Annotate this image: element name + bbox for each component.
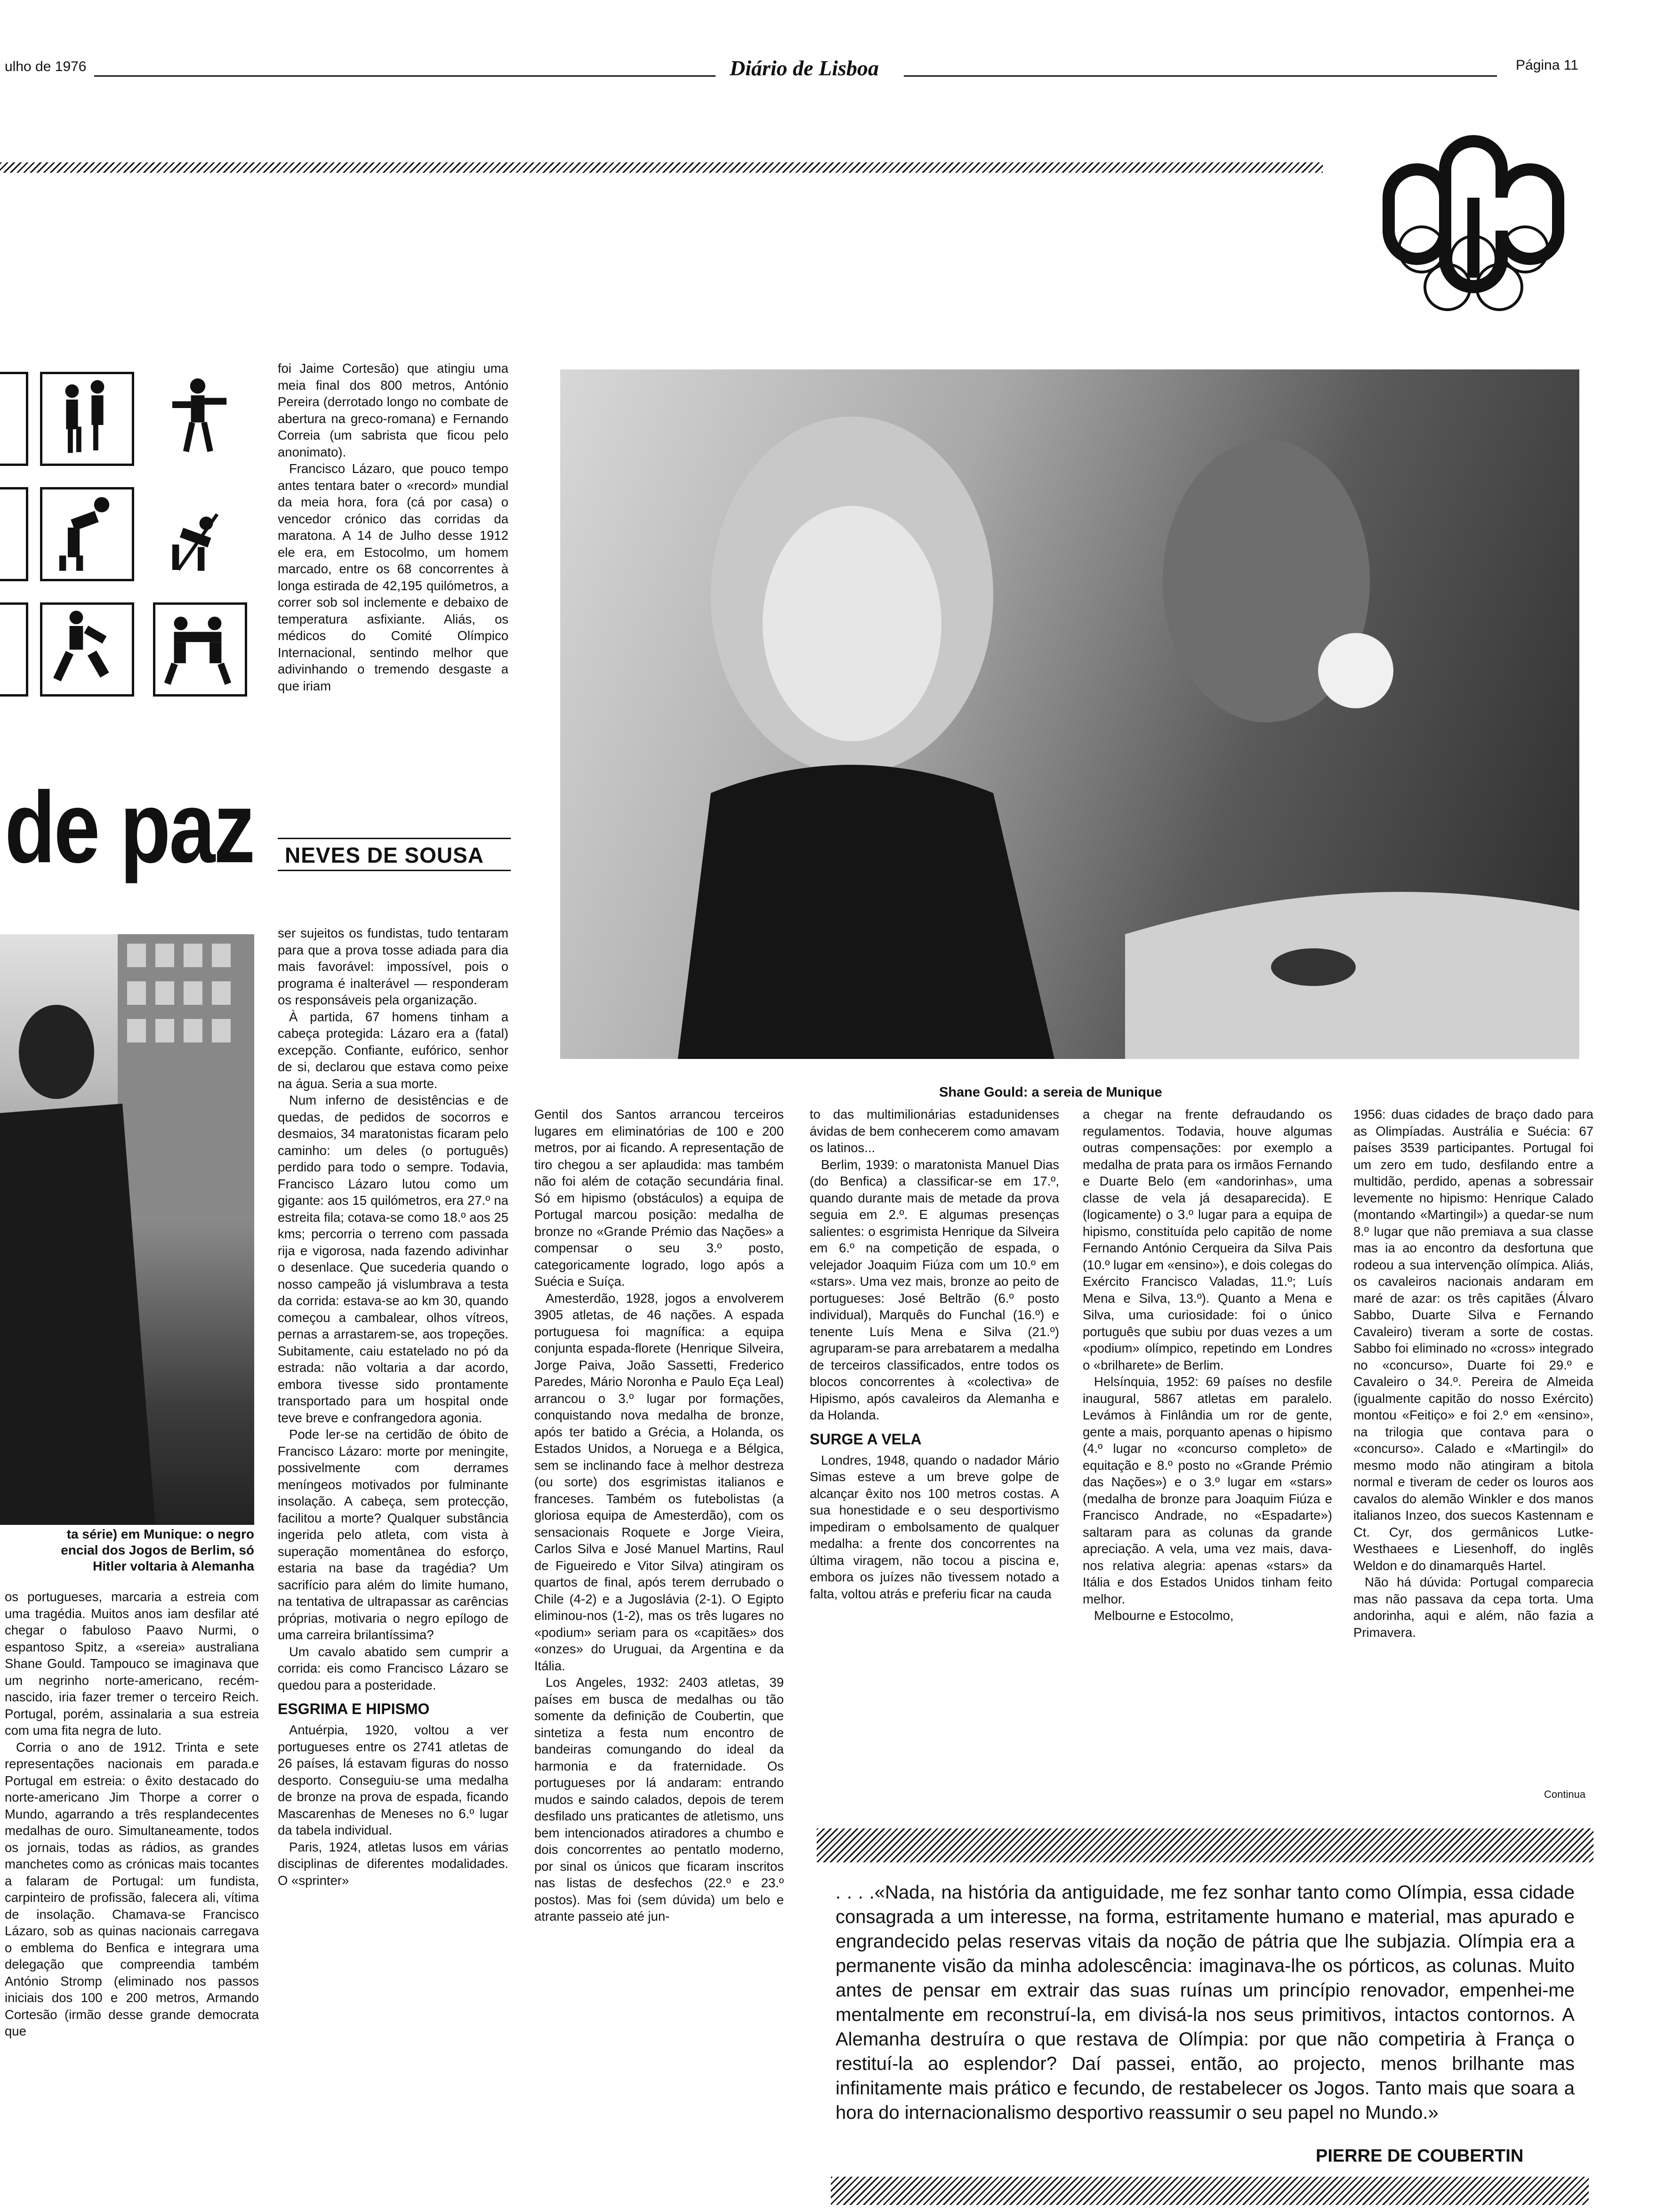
volleyball-pictogram-icon (40, 487, 134, 581)
caption-line: encial dos Jogos de Berlim, só (61, 1543, 254, 1557)
article-column (278, 925, 508, 2205)
header-rule-left (94, 75, 716, 77)
quote-hatch-top (817, 1828, 1593, 1862)
main-photo-caption: Shane Gould: a sereia de Munique (939, 1085, 1162, 1100)
paragraph: to das multimilionárias estadunidenses ávidas de bem conhecerem como amavam os latinos... (810, 1107, 1059, 1155)
article-column (534, 1106, 784, 2205)
coubertin-quote: . . . .«Nada, na história da antiguidade, me fez sonhar tanto como Olímpia, essa cidade consagrada a um interesse, na forma, estritamente humano e material, mas apurado e engrandecido pelas reservas vitais da noção de pátria que lhe subjazia. Olímpia era a permanente visão da minha adolescência: imaginava-lhe os pórticos, as colunas. Muito antes de pensar em extrair das suas ruínas um princípio renovador, empenhei-me mentalmente em reconstruí-la, em divisá-la nos seus primitivos, intactos contornos. A Alemanha destruíra o que restava de Olímpia: por que não competiria à França o restituí-la ao esplendor? Daí passei, então, ao projecto, menos brilhante mas infinitamente mais prático e fecundo, de restabelecer os Jogos. Tanto mais que soara a hora do internacionalismo desportivo reassumir o seu papel no Mundo.» (836, 1882, 1575, 2123)
quote-author: PIERRE DE COUBERTIN (1316, 2146, 1524, 2166)
partial-pictogram-icon (0, 602, 28, 697)
left-photo-caption (5, 1526, 254, 1574)
partial-pictogram-icon (0, 372, 28, 466)
caption-line: ta série) em Munique: o negro (66, 1527, 254, 1541)
subheading: SURGE A VELA (810, 1430, 922, 1448)
basketball-pictogram-icon (40, 372, 134, 466)
boxing-pictogram-icon (153, 372, 247, 466)
paragraph: Antuérpia, 1920, voltou a ver portugueses entre os 2741 atletas de 26 países, lá estavam figuras do nosso desporto. Conseguiu-se uma medalha de bronze na prova de espada, ficando Mascarenhas de Meneses no 6.º lugar da tabela individual. (278, 1723, 508, 1837)
paper-name: Diário de Lisboa (730, 56, 879, 80)
article-column (1083, 1106, 1332, 1800)
subheading: ESGRIMA E HIPISMO (278, 1700, 430, 1717)
partial-pictogram-icon (0, 487, 28, 581)
caption-line: Hitler voltaria à Alemanha (93, 1559, 254, 1573)
paragraph: Helsínquia, 1952: 69 países no desfile inaugural, 5867 atletas em paralelo. Levámos à Finlândia um ror de gente, gente a mais, porquanto apenas o hipismo (4.º lugar no «concurso completo» de equitação e 8.º posto no «Grande Prémio das Nações») e o 3.º lugar em «stars» (medalha de bronze para Joaquim Fiúza e Francisco Andrade, no «Espadarte») saltaram para as colunas da grande apreciação. A vela, uma vez mais, dava-nos relativa alegria: apenas «stars» da Itália e dos Estados Unidos tinham feito melhor. (1083, 1374, 1332, 1606)
paragraph: foi Jaime Cortesão) que atingiu uma meia final dos 800 metros, António Pereira (derrotado longo no combate de abertura na greco-romana) e Fernando Correia (um sabrista que ficou pelo anonimato). (278, 361, 508, 459)
byline-rule-bottom (278, 870, 511, 871)
paragraph: Amesterdão, 1928, jogos a envolverem 3905 atletas, de 46 nações. A espada portuguesa foi magnífica: a equipa conjunta espada-florete (Henrique Silveira, Jorge Paiva, João Sassetti, Frederico Paredes, Mário Noronha e Paulo Eça Leal) arrancou o 3.º lugar por formações, conquistando nova medalha de bronze, após ter batido a Grécia, a Holanda, os Estados Unidos, a Noruega e a Bélgica, sem se inclinando face à melhor destreza (ou sorte) dos esgrimistas italianos e franceses. Também os futebolistas (a gloriosa equipa de Amesterdão), com os sensacionais Roquete e Jorge Vieira, Carlos Silva e José Manuel Martins, Raul de Figueiredo e Vitor Silva) atingiram os quartos de final, após terem derrubado o Chile (4-2) e a Jugoslávia (2-1). O Egipto eliminou-nos (1-2), mas os três lugares no «podium» seriam para os «capitães» dos «onzes» do Uruguai, da Argentina e da Itália. (534, 1290, 784, 1673)
left-photo (0, 934, 254, 1525)
wrestling-pictogram-icon (153, 602, 247, 697)
byline-rule (278, 838, 511, 839)
article-column (810, 1106, 1059, 1800)
paragraph: Num inferno de desistências e de quedas, de pedidos de socorros e desmaios, 34 maratonistas ficaram pelo caminho: um deles (o português) perdido para todo o sempre. Todavia, Francisco Lázaro lutou como um gigante: aos 15 quilómetros, era 27.º na estreita fila; cotava-se como 18.º aos 25 kms; percorria o terreno com passada rija e vigorosa, nada fazendo adivinhar o desenlace. Que sucederia quando o nosso campeão já vislumbrava a testa da corrida: estava-se ao km 30, quando começou a cambalear, olhos vítreos, pernas a arrastarem-se, aos tropeções. Subitamente, caiu estatelado no pó da estrada: não voltaria a dar acordo, embora tivesse sido prontamente transportado para um hospital onde teve breve e confrangedora agonia. (278, 1093, 508, 1425)
paragraph: Corria o ano de 1912. Trinta e sete representações nacionais em parada.e Portugal em estreia: o êxito destacado do norte-americano Jim Thorpe a correr o Mundo, agarrando a três resplandecentes medalhas de ouro. Simultaneamente, todos os jornais, todas as rádios, as grandes manchetes como as crónicas mais tocantes a falaram de Portugal: um fundista, carpinteiro de profissão, falecera ali, vítima de insolação. Chamava-se Francisco Lázaro, sob as quinas nacionais carregava o emblema do Benfica e integrara uma delegação que compreendia também António Stromp (eliminado nos passos iniciais dos 100 e 200 metros, Armando Cortesão (irmão desse grande democrata que (5, 1739, 259, 2038)
page-number: Página 11 (1516, 57, 1578, 73)
paragraph: 1956: duas cidades de braço dado para as Olimpíadas. Austrália e Suécia: 67 países 3539 participantes. Portugal foi um zero em tudo, desfilando entre a multidão, perdido, apenas a sobressair levemente no hipismo: Henrique Calado (montando «Martingil») a quedar-se num 8.º lugar que não premiava a sua classe mas ia ao encontro da desfortuna que rodeou a sua intervenção olímpica. Aliás, os cavaleiros nacionais andaram em maré de azar: os três capitães (Álvaro Sabbo, Duarte Silva e Fernando Cavaleiro) tiveram a sorte de costas. Sabbo foi eliminado no «cross» integrado no «concurso», Duarte foi 29.º e Cavaleiro o 34.º. Pereira de Almeida (igualmente capitão do nosso Exército) montou «Feitiço» e foi 2.º em «ensino», na trilogia que contava para o «concurso». Calado e «Martingil» do mesmo modo não atingiram a bitola normal e tiveram de ceder os louros aos cavalos do alemão Winkler e dos manos italianos Inzeo, dos suecos Kastennam e Ct. Cyr, dos germânicos Lutke-Westhaees e Liesenhoff, do inglês Weldon e do dinamarquês Hartel. (1353, 1107, 1593, 1573)
top-hatch-band (0, 162, 1323, 173)
paragraph: ser sujeitos os fundistas, tudo tentaram para que a prova tosse adiada para dia mais favorável: impossível, pois o programa é inalterável — responderam os responsáveis pela organização. (278, 926, 508, 1007)
paragraph: À partida, 67 homens tinham a cabeça protegida: Lázaro era a (fatal) excepção. Confiante, eufórico, senhor de si, declarou que estava como peixe na água. Seria a sua morte. (278, 1009, 508, 1091)
paragraph: Melbourne e Estocolmo, (1094, 1608, 1234, 1623)
article-column (5, 1588, 259, 2205)
paragraph: Pode ler-se na certidão de óbito de Francisco Lázaro: morte por meningite, possivelmente com derrames meníngeos motivados por fulminante insolação. A cabeça, sem protecção, facilitou a morte? Qualquer substância ingerida pelo atleta, com vista à superação momentânea do esforço, estaria na base da tragédia? Um sacrifício para além do limite humano, na tentativa de ultrapassar as carências próprias, motivaria o negro epílogo de uma carreira brilantíssima? (278, 1427, 508, 1642)
paragraph: Não há dúvida: Portugal comparecia mas não passava da cepa torta. Uma andorinha, aqui e além, não fazia a Primavera. (1353, 1575, 1593, 1640)
header-date: ulho de 1976 (5, 59, 87, 74)
quote-hatch-bottom (831, 2177, 1589, 2205)
montreal-1976-olympic-logo (1356, 122, 1591, 329)
paragraph: Francisco Lázaro, que pouco tempo antes tentara bater o «record» mundial da meia hora, fora (cá por casa) o vencedor crónico das corridas da maratona. A 14 de Julho desse 1912 ele era, em Estocolmo, um homem marcado, entre os 68 concorrentes à longa estirada de 42,195 quilómetros, a correr sob sol inclemente e debaixo de temperatura asfixiante. Aliás, os médicos do Comité Olímpico Internacional, sentindo melhor que adivinhando o tremendo desgaste a que iriam (278, 461, 508, 693)
paragraph: a chegar na frente defraudando os regulamentos. Todavia, houve algumas outras compensações: por exemplo a medalha de prata para os irmãos Fernando e Duarte Belo (em «andorinhas», uma classe de vela já desaparecida). E (logicamente) o 3.º lugar para a equipa de hipismo, constituída pelo capitão de nome Fernando António Cerqueira da Silva Pais (10.º lugar em «ensino»), e dois colegas do Exército Francisco Valadas, 11.º; Luís Mena e Silva, 13.º). Quanto a Mena e Silva, uma curiosidade: foi o único português que subiu por duas vezes a um «podium» olímpico, repetindo em Londres o «brilharete» de Berlim. (1083, 1107, 1332, 1372)
paragraph: Londres, 1948, quando o nadador Mário Simas esteve a um breve golpe de alcançar êxito nos 100 metros costas. A sua honestidade e o seu desportivismo impediram o embolsamento de qualquer medalha: a frente dos concorrentes na última viragem, não tocou a piscina e, embora os juízes não tivessem notado a falta, voltou atrás e preferiu ficar na cauda (810, 1452, 1059, 1601)
paragraph: Um cavalo abatido sem cumprir a corrida: eis como Francisco Lázaro se quedou para a posteridade. (278, 1644, 508, 1692)
article-column (1353, 1106, 1593, 1788)
judo-pictogram-icon (40, 602, 134, 697)
main-photo-shane-gould (560, 369, 1579, 1059)
paragraph: Berlim, 1939: o maratonista Manuel Dias (do Benfica) a classificar-se em 17.º, quando durante mais de metade da prova seguia em 2.º. E algumas presenças salientes: o esgrimista Henrique da Silveira em 6.º na competição de espada, o velejador Joaquim Fiúza com um 10.º em «stars». Uma vez mais, bronze ao peito de portugueses: José Beltrão (6.º posto individual), Marquês do Funchal (16.º) e tenente Luís Mena e Silva (21.º) agruparam-se para arrebatarem a medalha de terceiros classificados, entre todos os blocos concorrentes à «colectiva» de Hipismo, após cavaleiros da Alemanha e da Holanda. (810, 1157, 1059, 1422)
paragraph: Los Angeles, 1932: 2403 atletas, 39 países em busca de medalhas ou tão somente da definição de Coubertin, que sintetiza a festa num encontro de bandeiras comungando do ideal da harmonia e da fraternidade. Os portugueses por lá andaram: entrando mudos e saindo calados, depois de terem desfilado uns praticantes de atletismo, uns bem intencionados atiradores a chumbo e dois concorrentes ao pentatlo moderno, por sinal os únicos que ficaram inscritos nas listas de desfechos (22.º e 23.º postos). Mas foi (sem dúvida) um belo e atrante passeio até jun- (534, 1675, 784, 1923)
paragraph: os portugueses, marcaria a estreia com uma tragédia. Muitos anos iam desfilar até chegar o fabuloso Paavo Nurmi, o espantoso Spitz, a «sereia» australiana Shane Gould. Tampouco se imaginava que um negrinho norte-americano, recém-nascido, iria fazer tremer o terceiro Reich. Portugal, porém, assinalaria a sua estreia com uma fita negra de luto. (5, 1589, 259, 1738)
paragraph: Paris, 1924, atletas lusos em várias disciplinas de diferentes modalidades. O «sprinter» (278, 1839, 508, 1888)
continua-label: Continua (1544, 1788, 1586, 1800)
header-rule-right (904, 75, 1497, 77)
byline: NEVES DE SOUSA (285, 843, 484, 867)
headline-title: de paz (5, 770, 254, 884)
javelin-pictogram-icon (153, 487, 247, 581)
paragraph: Gentil dos Santos arrancou terceiros lugares em eliminatórias de 100 e 200 metros, por ai ficando. A representação de tiro chegou a ser aplaudida: mas também não foi além de cotação secundária final. Só em hipismo (obstáculos) a equipa de Portugal marcou posição: medalha de bronze no «Grande Prémio das Nações» a compensar o seu 3.º posto, categoricamente logrado, logo após a Suécia e Suíça. (534, 1107, 784, 1289)
article-column (278, 360, 508, 786)
